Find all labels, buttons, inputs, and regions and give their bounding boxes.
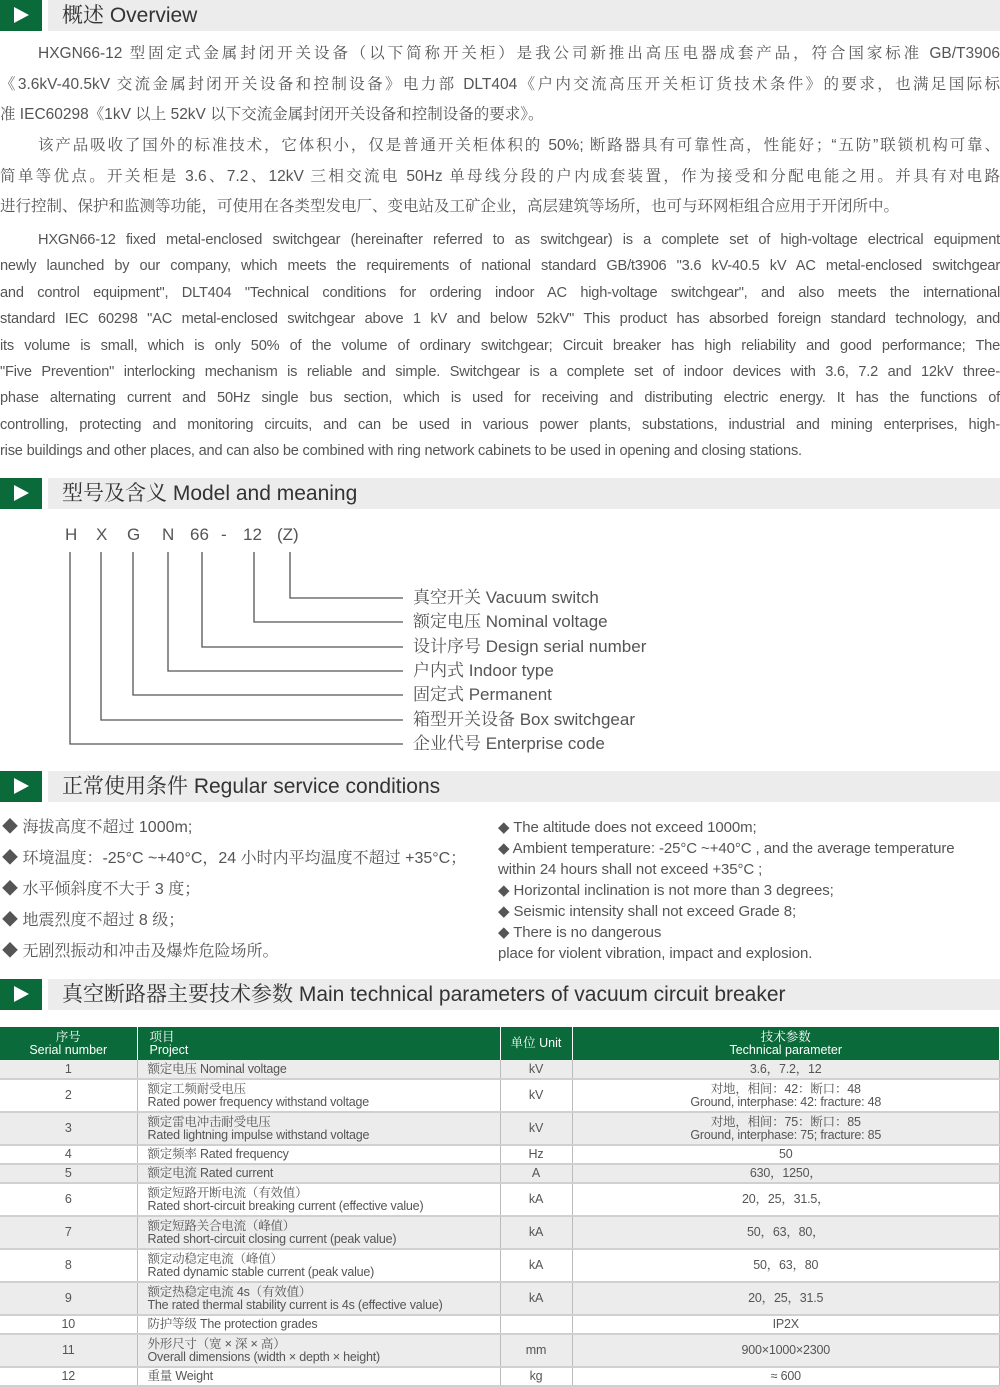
- header-cn: 项目: [149, 1029, 175, 1044]
- project-cell: [137, 1315, 500, 1334]
- unit-cell: A: [500, 1164, 572, 1183]
- unit-cell: kV: [500, 1112, 572, 1145]
- model-code-letter: -: [221, 525, 227, 544]
- header-en: Project: [149, 1042, 189, 1057]
- serial-cell: 12: [0, 1367, 137, 1386]
- serial-cell: 10: [0, 1315, 137, 1334]
- section-header-params: 真空断路器主要技术参数 Main technical parameters of vacuum circuit breaker: [0, 979, 1000, 1010]
- overview-en-line: newly launched by our company, which meets the requirements of national standard GB/t3906 "3.6 kV-40.5 kV AC metal-enclosed switchgear: [0, 258, 1000, 275]
- value-cell: [572, 1334, 1000, 1367]
- condition-en: ◆ Ambient temperature: -25°C ~+40°C , and the average temperature: [498, 840, 955, 857]
- value-cell: [572, 1216, 1000, 1249]
- model-connector-line: [133, 552, 403, 695]
- table-row: [0, 1315, 1000, 1334]
- overview-cn-line: HXGN66-12 型固定式金属封闭开关设备（以下简称开关柜）是我公司新推出高压电器成套产品，符合国家标准 GB/T3906: [38, 45, 1000, 62]
- value-cell: [572, 1282, 1000, 1315]
- condition-en: place for violent vibration, impact and explosion.: [498, 945, 813, 962]
- serial-cell: 6: [0, 1183, 137, 1216]
- project-en: Rated power frequency withstand voltage: [147, 1094, 370, 1109]
- model-label: 户内式 Indoor type: [413, 661, 554, 680]
- value-cell: [572, 1367, 1000, 1386]
- section-header-conditions: 正常使用条件 Regular service conditions: [0, 771, 1000, 802]
- condition-en: within 24 hours shall not exceed +35°C ;: [498, 861, 763, 878]
- unit-cell: Hz: [500, 1145, 572, 1164]
- overview-en-line: and control equipment", DLT404 "Technical conditions for ordering indoor AC high-voltage switchgear", and also meets the international: [0, 284, 1000, 301]
- play-icon: [0, 979, 42, 1010]
- project-cn: 额定工频耐受电压: [147, 1081, 246, 1096]
- project-en: The rated thermal stability current is 4s (effective value): [147, 1297, 443, 1312]
- condition-cn: ◆ 地震烈度不超过 8 级；: [2, 912, 185, 929]
- header-en: Technical parameter: [729, 1042, 843, 1057]
- unit-cell: kA: [500, 1183, 572, 1216]
- table-row: [0, 1060, 1000, 1079]
- serial-cell: 3: [0, 1112, 137, 1145]
- value-line: 630，1250，: [749, 1166, 822, 1180]
- project-cell: [137, 1164, 500, 1183]
- play-icon: [0, 771, 42, 802]
- model-label: 固定式 Permanent: [413, 685, 552, 704]
- value-line: 对地，相间：75：断口：85: [710, 1114, 861, 1129]
- overview-cn-line: 该产品吸收了国外的标准技术，它体积小，仅是普通开关柜体积的 50%; 断路器具有可靠性高，性能好；“五防”联锁机构可靠、: [38, 137, 1000, 154]
- serial-cell: 9: [0, 1282, 137, 1315]
- value-line: IP2X: [772, 1317, 799, 1331]
- project-cell: [137, 1079, 500, 1112]
- table-row: [0, 1216, 1000, 1249]
- table-row: [0, 1334, 1000, 1367]
- table-row: [0, 1249, 1000, 1282]
- header-cn: 单位 Unit: [510, 1036, 562, 1050]
- model-code-letter: G: [127, 525, 141, 544]
- value-line: 50，63，80，: [747, 1225, 825, 1239]
- model-label: 真空开关 Vacuum switch: [413, 588, 599, 607]
- condition-en: ◆ There is no dangerous: [498, 924, 662, 941]
- model-label: 额定电压 Nominal voltage: [413, 612, 608, 631]
- header-cn: 技术参数: [760, 1029, 811, 1044]
- value-cell: [572, 1112, 1000, 1145]
- value-cell: [572, 1145, 1000, 1164]
- model-label: 企业代号 Enterprise code: [413, 734, 605, 753]
- project-cell: [137, 1112, 500, 1145]
- value-line: Ground, interphase: 75; fracture: 85: [690, 1127, 882, 1142]
- project-en: Rated lightning impulse withstand voltage: [147, 1127, 370, 1142]
- value-cell: [572, 1079, 1000, 1112]
- condition-cn: ◆ 海拔高度不超过 1000m;: [2, 819, 193, 836]
- unit-cell: kg: [500, 1367, 572, 1386]
- condition-cn: ◆ 水平倾斜度不大于 3 度；: [2, 881, 201, 898]
- overview-en-line: standard IEC 60298 "AC metal-enclosed switchgear above 1 kV and below 52kV" This product has absorbed foreign standard technology, and: [0, 311, 1000, 328]
- project-cell: [137, 1367, 500, 1386]
- overview-cn-line: 《3.6kV-40.5kV 交流金属封闭开关设备和控制设备》电力部 DLT404《户内交流高压开关柜订货技术条件》的要求，也满足国际标: [0, 76, 1000, 93]
- table-row: [0, 1145, 1000, 1164]
- value-cell: [572, 1249, 1000, 1282]
- project-cell: [137, 1282, 500, 1315]
- project-cn: 额定短路关合电流（峰值）: [147, 1218, 296, 1233]
- overview-en-line: phase alternating current and 50Hz single bus section, which is used for receiving and distributing electric energy. It has the functions of: [0, 390, 1000, 407]
- overview-en-line: controlling, protecting and monitoring circuits, and can be used in various power plants, substations, industrial and mining enterprises, high-: [0, 416, 1000, 433]
- project-cell: [137, 1249, 500, 1282]
- project-cell: [137, 1183, 500, 1216]
- parameters-table: [0, 1027, 1000, 1387]
- header-en: Serial number: [29, 1042, 108, 1057]
- condition-cn: ◆ 环境温度：-25°C ~+40°C，24 小时内平均温度不超过 +35°C；: [2, 850, 467, 867]
- table-row: [0, 1079, 1000, 1112]
- value-line: 50，63，80: [753, 1258, 819, 1272]
- project-cell: [137, 1334, 500, 1367]
- unit-cell: kV: [500, 1079, 572, 1112]
- unit-cell: [500, 1315, 572, 1334]
- overview-cn-line: 简单等优点。开关柜是 3.6、7.2、12kV 三相交流电 50Hz 单母线分段的户内成套装置，作为接受和分配电能之用。并具有对电路: [0, 168, 1000, 185]
- unit-cell: kA: [500, 1249, 572, 1282]
- project-cn: 外形尺寸（宽 × 深 × 高）: [147, 1336, 286, 1351]
- project-en: Rated dynamic stable current (peak value): [147, 1264, 375, 1279]
- model-connector-line: [254, 552, 403, 622]
- table-header-cell: [137, 1027, 500, 1060]
- model-connector-line: [70, 552, 403, 744]
- serial-cell: 11: [0, 1334, 137, 1367]
- project-cn: 额定雷电冲击耐受电压: [147, 1114, 271, 1129]
- model-code-letter: X: [96, 525, 108, 544]
- table-row: [0, 1164, 1000, 1183]
- condition-en: ◆ Seismic intensity shall not exceed Grade 8;: [498, 903, 797, 920]
- overview-en-line: HXGN66-12 fixed metal-enclosed switchgear (hereinafter referred to as switchgear) is a complete set of high-voltage electrical equipment: [38, 232, 1000, 248]
- serial-cell: 1: [0, 1060, 137, 1079]
- project-cn: 重量 Weight: [147, 1369, 213, 1383]
- value-line: 对地，相间：42：断口：48: [710, 1081, 861, 1096]
- value-line: Ground, interphase: 42: fracture: 48: [690, 1094, 882, 1109]
- overview-en-line: "Five Prevention" interlocking mechanism is reliable and simple. Switchgear is a complete set of indoor devices with 3.6, 7.2 and 12kV three-: [0, 364, 1000, 380]
- serial-cell: 4: [0, 1145, 137, 1164]
- project-cn: 额定短路开断电流（有效值）: [147, 1185, 308, 1200]
- unit-cell: kV: [500, 1060, 572, 1079]
- value-cell: [572, 1164, 1000, 1183]
- serial-cell: 5: [0, 1164, 137, 1183]
- table-row: [0, 1183, 1000, 1216]
- value-cell: [572, 1060, 1000, 1079]
- project-cn: 额定热稳定电流 4s（有效值）: [147, 1284, 312, 1299]
- project-cell: [137, 1216, 500, 1249]
- overview-cn-line: 进行控制、保护和监测等功能，可使用在各类型发电厂、变电站及工矿企业，高层建筑等场所，也可与环网柜组合应用于开闭所中。: [0, 198, 900, 215]
- model-code-letter: (Z): [277, 525, 299, 544]
- project-cn: 防护等级 The protection grades: [147, 1317, 318, 1331]
- section-header-overview: 概述 Overview: [0, 0, 1000, 31]
- overview-cn-line: 准 IEC60298《1kV 以上 52kV 以下交流金属封闭开关设备和控制设备的要求》。: [0, 106, 544, 123]
- model-connector-line: [290, 552, 403, 598]
- model-connector-line: [202, 552, 403, 647]
- table-row: [0, 1282, 1000, 1315]
- condition-cn: ◆ 无剧烈振动和冲击及爆炸危险场所。: [2, 943, 279, 960]
- table-header-row: [0, 1027, 1000, 1060]
- condition-en: ◆ Horizontal inclination is not more than 3 degrees;: [498, 882, 834, 899]
- model-code-letter: H: [65, 525, 78, 544]
- serial-cell: 8: [0, 1249, 137, 1282]
- table-row: [0, 1367, 1000, 1386]
- table-header-cell: [500, 1027, 572, 1060]
- serial-cell: 7: [0, 1216, 137, 1249]
- unit-cell: kA: [500, 1282, 572, 1315]
- value-cell: [572, 1183, 1000, 1216]
- value-line: 50: [778, 1147, 793, 1161]
- value-line: 20，25，31.5，: [742, 1192, 830, 1206]
- project-cn: 额定电压 Nominal voltage: [147, 1061, 287, 1076]
- project-cn: 额定频率 Rated frequency: [147, 1147, 289, 1161]
- value-cell: [572, 1315, 1000, 1334]
- overview-en-line: its volume is small, which is only 50% of the volume of ordinary switchgear; Circuit breaker has high reliability and good performance; The: [0, 337, 1000, 354]
- model-label: 箱型开关设备 Box switchgear: [413, 710, 635, 729]
- project-en: Rated short-circuit breaking current (effective value): [147, 1198, 424, 1213]
- table-header-cell: [0, 1027, 137, 1060]
- project-cell: [137, 1060, 500, 1079]
- table-header-cell: [572, 1027, 1000, 1060]
- table-row: [0, 1112, 1000, 1145]
- unit-cell: mm: [500, 1334, 572, 1367]
- project-cell: [137, 1145, 500, 1164]
- model-code-letter: 66: [190, 525, 209, 544]
- serial-cell: 2: [0, 1079, 137, 1112]
- model-code-letter: N: [162, 525, 175, 544]
- value-line: 3.6，7.2，12: [749, 1061, 822, 1076]
- model-code-letter: 12: [243, 525, 262, 544]
- project-en: Rated short-circuit closing current (peak value): [147, 1231, 397, 1246]
- section-header-model: 型号及含义 Model and meaning: [0, 478, 1000, 509]
- project-en: Overall dimensions (width × depth × height): [147, 1349, 381, 1364]
- project-cn: 额定电流 Rated current: [147, 1166, 274, 1180]
- header-cn: 序号: [55, 1029, 81, 1044]
- unit-cell: kA: [500, 1216, 572, 1249]
- value-line: 20，25，31.5: [748, 1291, 824, 1305]
- model-connector-line: [168, 552, 403, 671]
- condition-en: ◆ The altitude does not exceed 1000m;: [498, 819, 757, 836]
- model-label: 设计序号 Design serial number: [413, 637, 647, 656]
- project-cn: 额定动稳定电流（峰值）: [147, 1251, 283, 1266]
- value-line: 900×1000×2300: [741, 1343, 830, 1357]
- overview-en-line: rise buildings and other places, and can also be combined with ring network cabinets to be used in opening and closing stations.: [0, 443, 802, 460]
- value-line: ≈ 600: [770, 1369, 801, 1383]
